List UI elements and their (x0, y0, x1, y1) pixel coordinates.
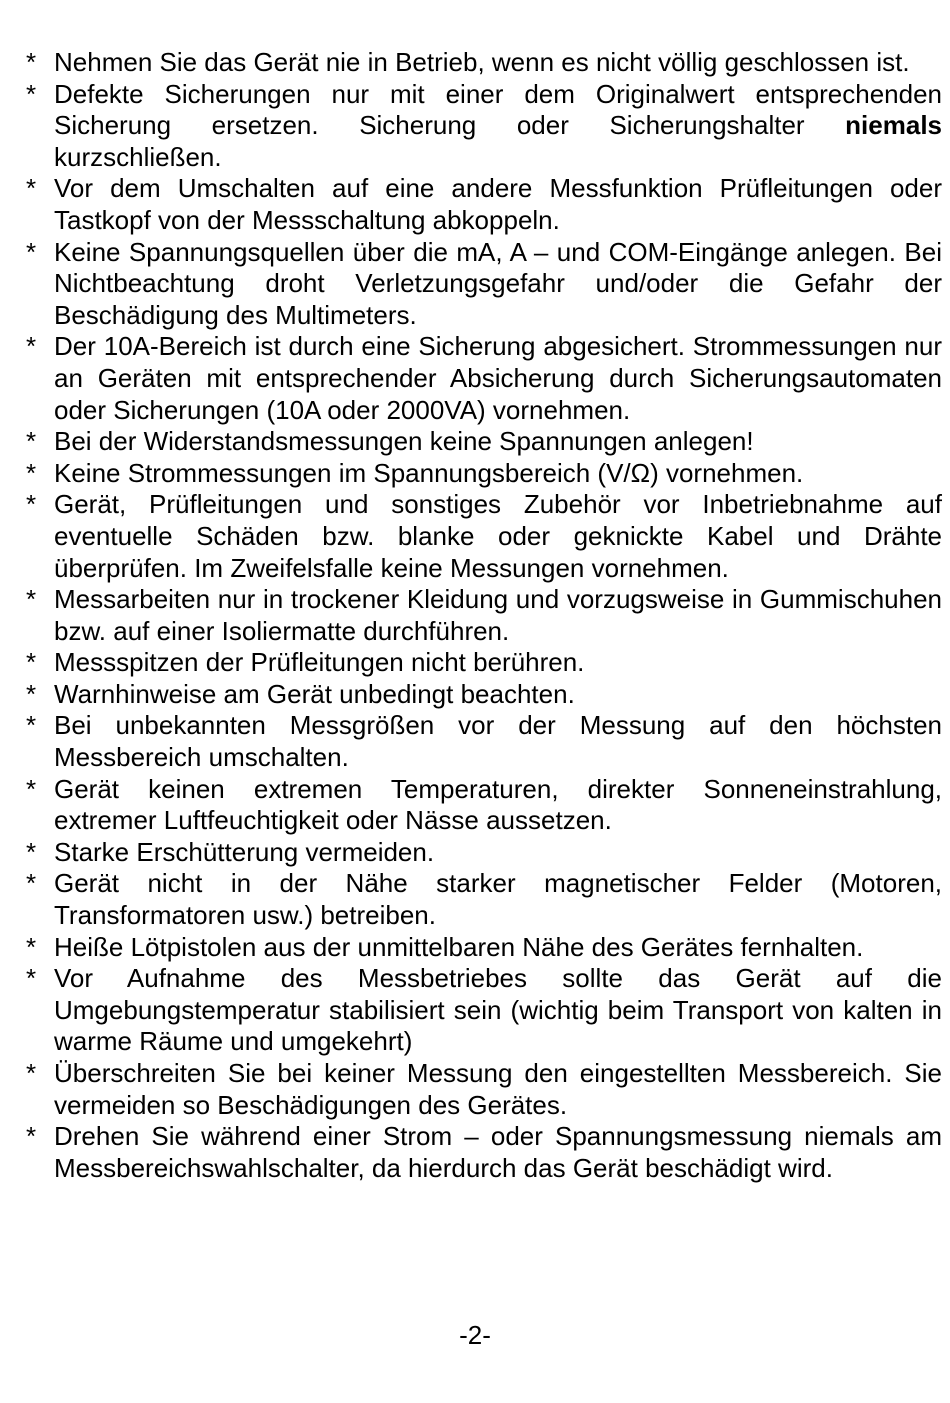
list-item (26, 426, 942, 458)
list-item-text: Bei der Widerstandsmessungen keine Spannungen anlegen! (54, 426, 754, 457)
list-item (26, 489, 942, 584)
list-item (26, 679, 942, 711)
bullet-marker: * (26, 773, 37, 804)
bullet-marker: * (26, 647, 37, 678)
bullet-marker: * (26, 584, 37, 615)
bullet-marker: * (26, 931, 37, 962)
list-item-text: Keine Strommessungen im Spannungsbereich (V/Ω) vornehmen. (54, 457, 804, 488)
list-item-text: Messspitzen der Prüfleitungen nicht berühren. (54, 647, 585, 678)
emphasis-text: niemals (845, 110, 942, 141)
list-item-text: Vor dem Umschalten auf eine andere Messfunktion Prüfleitungen oder Tastkopf von der Messschaltung abkoppeln. (54, 173, 942, 235)
bullet-marker: * (26, 1058, 37, 1088)
list-item-text: Bei unbekannten Messgrößen vor der Messung auf den höchsten Messbereich umschalten. (54, 710, 942, 773)
list-item (26, 331, 942, 426)
list-item (26, 647, 942, 679)
list-item (26, 173, 942, 236)
list-item-text: Vor Aufnahme des Messbetriebes sollte das Gerät auf die Umgebungstemperatur stabilisiert sein (wichtig beim Transport von kalten in warme Räume und umgekehrt) (54, 963, 942, 1057)
list-item-text: Gerät nicht in der Nähe starker magnetischer Felder (Motoren, Transformatoren usw.) betreiben. (54, 868, 942, 931)
list-item-text: Überschreiten Sie bei keiner Messung den eingestellten Messbereich. Sie vermeiden so Beschädigungen des Gerätes. (54, 1058, 942, 1120)
list-item-text: Starke Erschütterung vermeiden. (54, 836, 435, 867)
page-number: -2- (459, 1320, 491, 1350)
list-item (26, 774, 942, 837)
list-item-text (54, 79, 942, 172)
list-item (26, 458, 942, 490)
bullet-marker: * (26, 678, 37, 709)
bullet-marker: * (26, 78, 37, 109)
list-item-text: Gerät keinen extremen Temperaturen, direkter Sonneneinstrahlung, extremer Luftfeuchtigkeit oder Nässe aussetzen. (54, 773, 942, 836)
list-item-text: Messarbeiten nur in trockener Kleidung und vorzugsweise in Gummischuhen bzw. auf einer Isoliermatte durchführen. (54, 584, 942, 646)
list-item-text-start: Defekte Sicherungen nur mit einer dem Originalwert entsprechenden Sicherung ersetzen. Sicherung oder Sicherungshalter (54, 78, 942, 141)
bullet-marker: * (26, 236, 37, 267)
list-item-text: Gerät, Prüfleitungen und sonstiges Zubehör vor Inbetriebnahme auf eventuelle Schäden bzw. blanke oder geknickte Kabel und Drähte überprüfen. Im Zweifelsfalle keine Messungen vornehmen. (54, 489, 942, 583)
list-item-text: Warnhinweise am Gerät unbedingt beachten. (54, 678, 575, 709)
list-item (26, 963, 942, 1058)
list-item (26, 584, 942, 647)
safety-instructions-list (26, 47, 942, 1184)
list-item (26, 1121, 942, 1184)
bullet-marker: * (26, 710, 37, 741)
bullet-marker: * (26, 868, 37, 899)
list-item-text: Drehen Sie während einer Strom – oder Spannungsmessung niemals am Messbereichswahlschalter, da hierdurch das Gerät beschädigt wird. (54, 1121, 942, 1183)
list-item-text: Keine Spannungsquellen über die mA, A – und COM-Eingänge anlegen. Bei Nichtbeachtung droht Verletzungsgefahr und/oder die Gefahr der Beschädigung des Multimeters. (54, 236, 942, 330)
list-item (26, 932, 942, 964)
list-item-text-end: kurzschließen. (54, 141, 222, 172)
list-item-text: Heiße Lötpistolen aus der unmittelbaren Nähe des Gerätes fernhalten. (54, 931, 864, 962)
bullet-marker: * (26, 47, 37, 77)
bullet-marker: * (26, 836, 37, 867)
bullet-marker: * (26, 1121, 37, 1152)
bullet-marker: * (26, 963, 37, 994)
list-item (26, 1058, 942, 1121)
list-item (26, 837, 942, 869)
list-item-text: Der 10A-Bereich ist durch eine Sicherung abgesichert. Strommessungen nur an Geräten mit entsprechender Absicherung durch Sicherungsautomaten oder Sicherungen (10A oder 2000VA) vornehmen. (54, 331, 942, 425)
list-item (26, 237, 942, 332)
list-item (26, 710, 942, 773)
bullet-marker: * (26, 457, 37, 488)
list-item (26, 47, 942, 79)
list-item (26, 868, 942, 931)
bullet-marker: * (26, 173, 37, 204)
list-item (26, 79, 942, 174)
bullet-marker: * (26, 489, 37, 520)
bullet-marker: * (26, 331, 37, 362)
bullet-marker: * (26, 426, 37, 457)
list-item-text: Nehmen Sie das Gerät nie in Betrieb, wenn es nicht völlig geschlossen ist. (54, 47, 910, 77)
